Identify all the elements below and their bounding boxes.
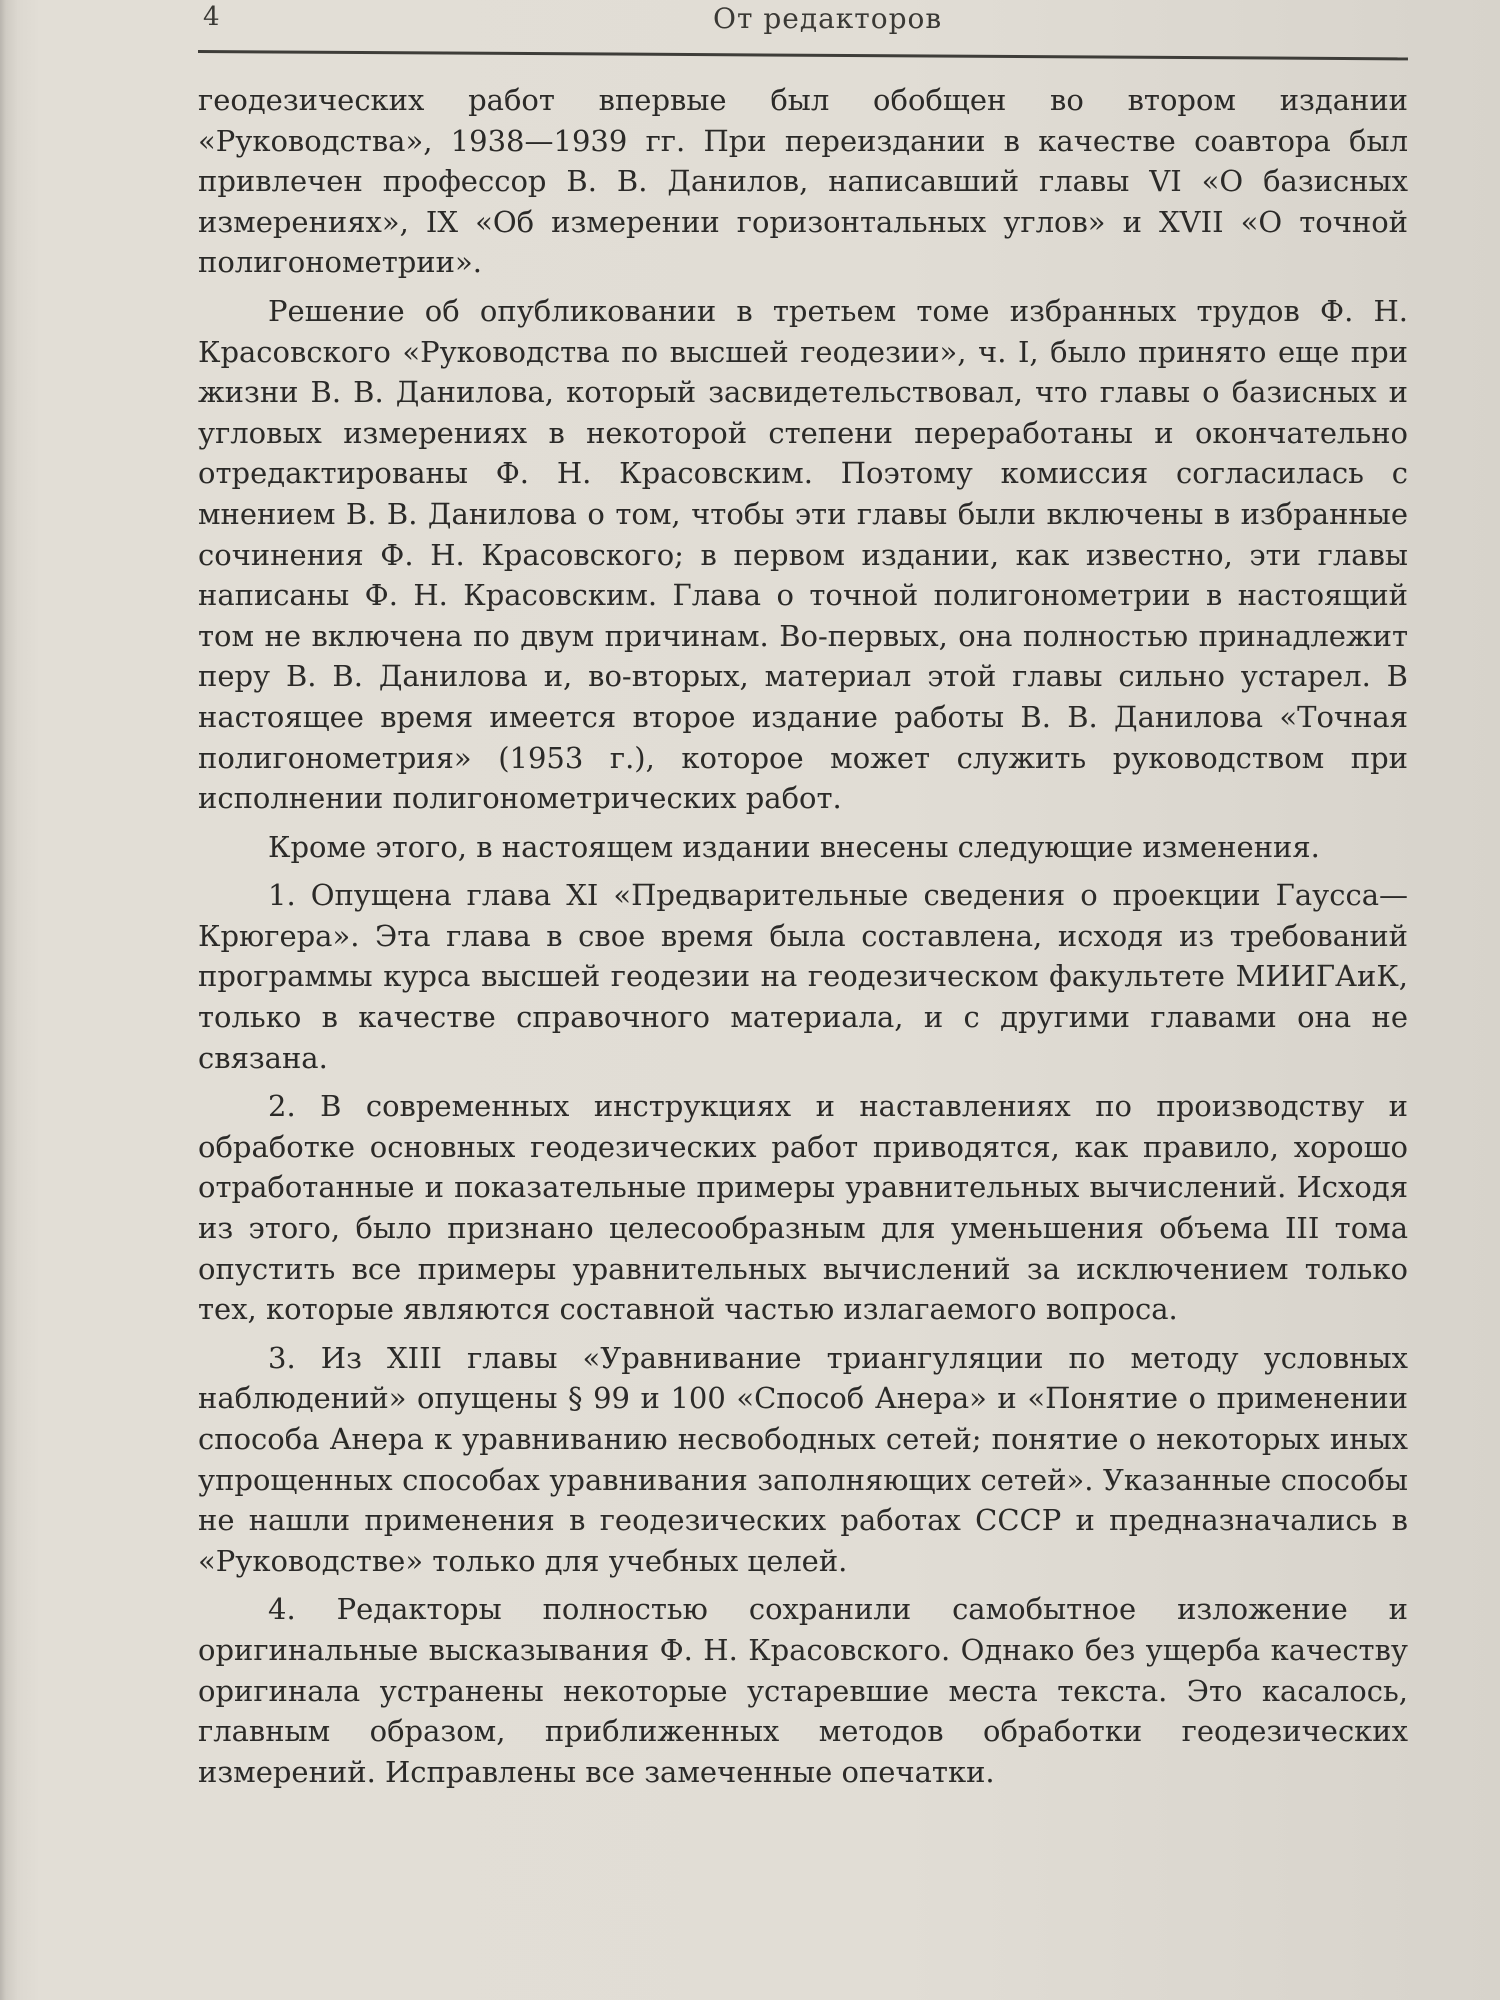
list-item-2: 2. В современных инструкциях и наставлениях по производству и обработке основных геодезических работ приводятся, как правило, хорошо отработанные и показательные примеры уравнительных вычислений. Исходя из этого, было признано целесообразным для уменьшения объема III тома опустить все примеры уравнительных вычислений за исключением только тех, которые являются составной частью излагаемого вопроса. bbox=[198, 1089, 1408, 1327]
list-item-3: 3. Из XIII главы «Уравнивание триангуляции по методу условных наблюдений» опущены § 99 и 100 «Способ Анера» и «Понятие о применении способа Анера к уравниванию несвободных сетей; понятие о некоторых иных упрощенных способах уравнивания заполняющих сетей». Указанные способы не нашли применения в геодезических работах СССР и предназначались в «Руководстве» только для учебных целей. bbox=[198, 1340, 1408, 1578]
list-item-4: 4. Редакторы полностью сохранили самобытное изложение и оригинальные высказывания Ф. Н. Красовского. Однако без ущерба качеству оригинала устранены некоторые устаревшие места текста. Это касалось, главным образом, приближенных методов обработки геодезических измерений. Исправлены все замеченные опечатки. bbox=[198, 1592, 1408, 1789]
running-title: От редакторов bbox=[713, 2, 943, 35]
book-page bbox=[8, 0, 1500, 2000]
body-text bbox=[198, 80, 1408, 1800]
page-number: 4 bbox=[203, 2, 220, 32]
paragraph-3: Кроме этого, в настоящем издании внесены следующие изменения. bbox=[268, 829, 1320, 864]
paragraph-1: геодезических работ впервые был обобщен во втором издании «Руководства», 1938—1939 гг. При переиздании в качестве соавтора был привлечен профессор В. В. Данилов, написавший главы VI «О базисных измерениях», IX «Об измерении горизонтальных углов» и XVII «О точной полигонометрии». bbox=[198, 83, 1408, 280]
paragraph-2: Решение об опубликовании в третьем томе избранных трудов Ф. Н. Красовского «Руководства по высшей геодезии», ч. I, было принято еще при жизни В. В. Данилова, который засвидетельствовал, что главы о базисных и угловых измерениях в некоторой степени переработаны и окончательно отредактированы Ф. Н. Красовским. Поэтому комиссия согласилась с мнением В. В. Данилова о том, чтобы эти главы были включены в избранные сочинения Ф. Н. Красовского; в первом издании, как известно, эти главы написаны Ф. Н. Красовским. Глава о точной полигонометрии в настоящий том не включена по двум причинам. Во-первых, она полностью принадлежит перу В. В. Данилова и, во-вторых, материал этой главы сильно устарел. В настоящее время имеется второе издание работы В. В. Данилова «Точная полигонометрия» (1953 г.), которое может служить руководством при исполнении полигонометрических работ. bbox=[198, 293, 1408, 816]
list-item-1: 1. Опущена глава XI «Предварительные сведения о проекции Гаусса—Крюгера». Эта глава в свое время была составлена, исходя из требований программы курса высшей геодезии на геодезическом факультете МИИГАиК, только в качестве справочного материала, и с другими главами она не связана. bbox=[198, 878, 1408, 1075]
header-rule bbox=[198, 50, 1408, 60]
running-head bbox=[203, 0, 1403, 50]
